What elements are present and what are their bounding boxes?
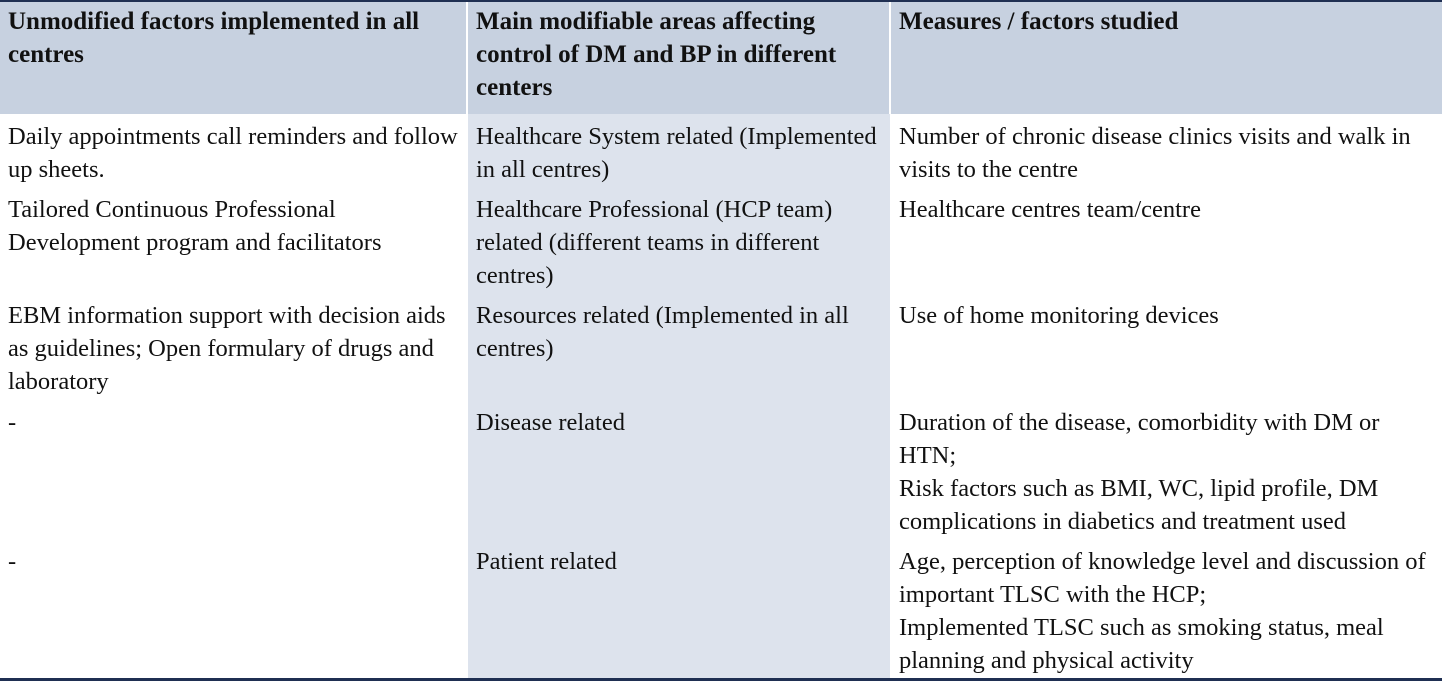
table-cell: Disease related	[476, 409, 625, 436]
header-cell-measures: Measures / factors studied	[891, 2, 1442, 114]
table-cell: Resources related (Implemented in all centres)	[476, 302, 849, 362]
table-cell	[891, 545, 1442, 677]
table-cell: Use of home monitoring devices	[899, 302, 1219, 329]
cell-line: Age, perception of knowledge level and discussion of important TLSC with the HCP;	[899, 548, 1426, 608]
table-cell	[891, 406, 1442, 538]
table-cell: Number of chronic disease clinics visits and walk in visits to the centre	[899, 123, 1411, 183]
table-cell: -	[8, 409, 17, 436]
header-cell-unmodified-factors: Unmodified factors implemented in all centres	[0, 2, 466, 114]
table-cell: Daily appointments call reminders and follow up sheets.	[8, 123, 458, 183]
table-cell: Patient related	[476, 548, 617, 575]
table-cell: Healthcare centres team/centre	[899, 196, 1201, 223]
cell-line: Implemented TLSC such as smoking status, meal planning and physical activity	[899, 614, 1384, 674]
header-cell-modifiable-areas: Main modifiable areas affecting control of DM and BP in different centers	[468, 2, 889, 114]
table-cell: Healthcare Professional (HCP team) related (different teams in different centres)	[476, 196, 833, 289]
table-cell: -	[8, 548, 17, 575]
table-cell: Healthcare System related (Implemented in all centres)	[476, 123, 877, 183]
cell-line: Duration of the disease, comorbidity with DM or HTN;	[899, 409, 1380, 469]
cell-line: Risk factors such as BMI, WC, lipid profile, DM complications in diabetics and treatment used	[899, 475, 1379, 535]
table-cell: EBM information support with decision aids as guidelines; Open formulary of drugs and laboratory	[8, 302, 446, 395]
table-cell: Tailored Continuous Professional Development program and facilitators	[8, 196, 382, 256]
